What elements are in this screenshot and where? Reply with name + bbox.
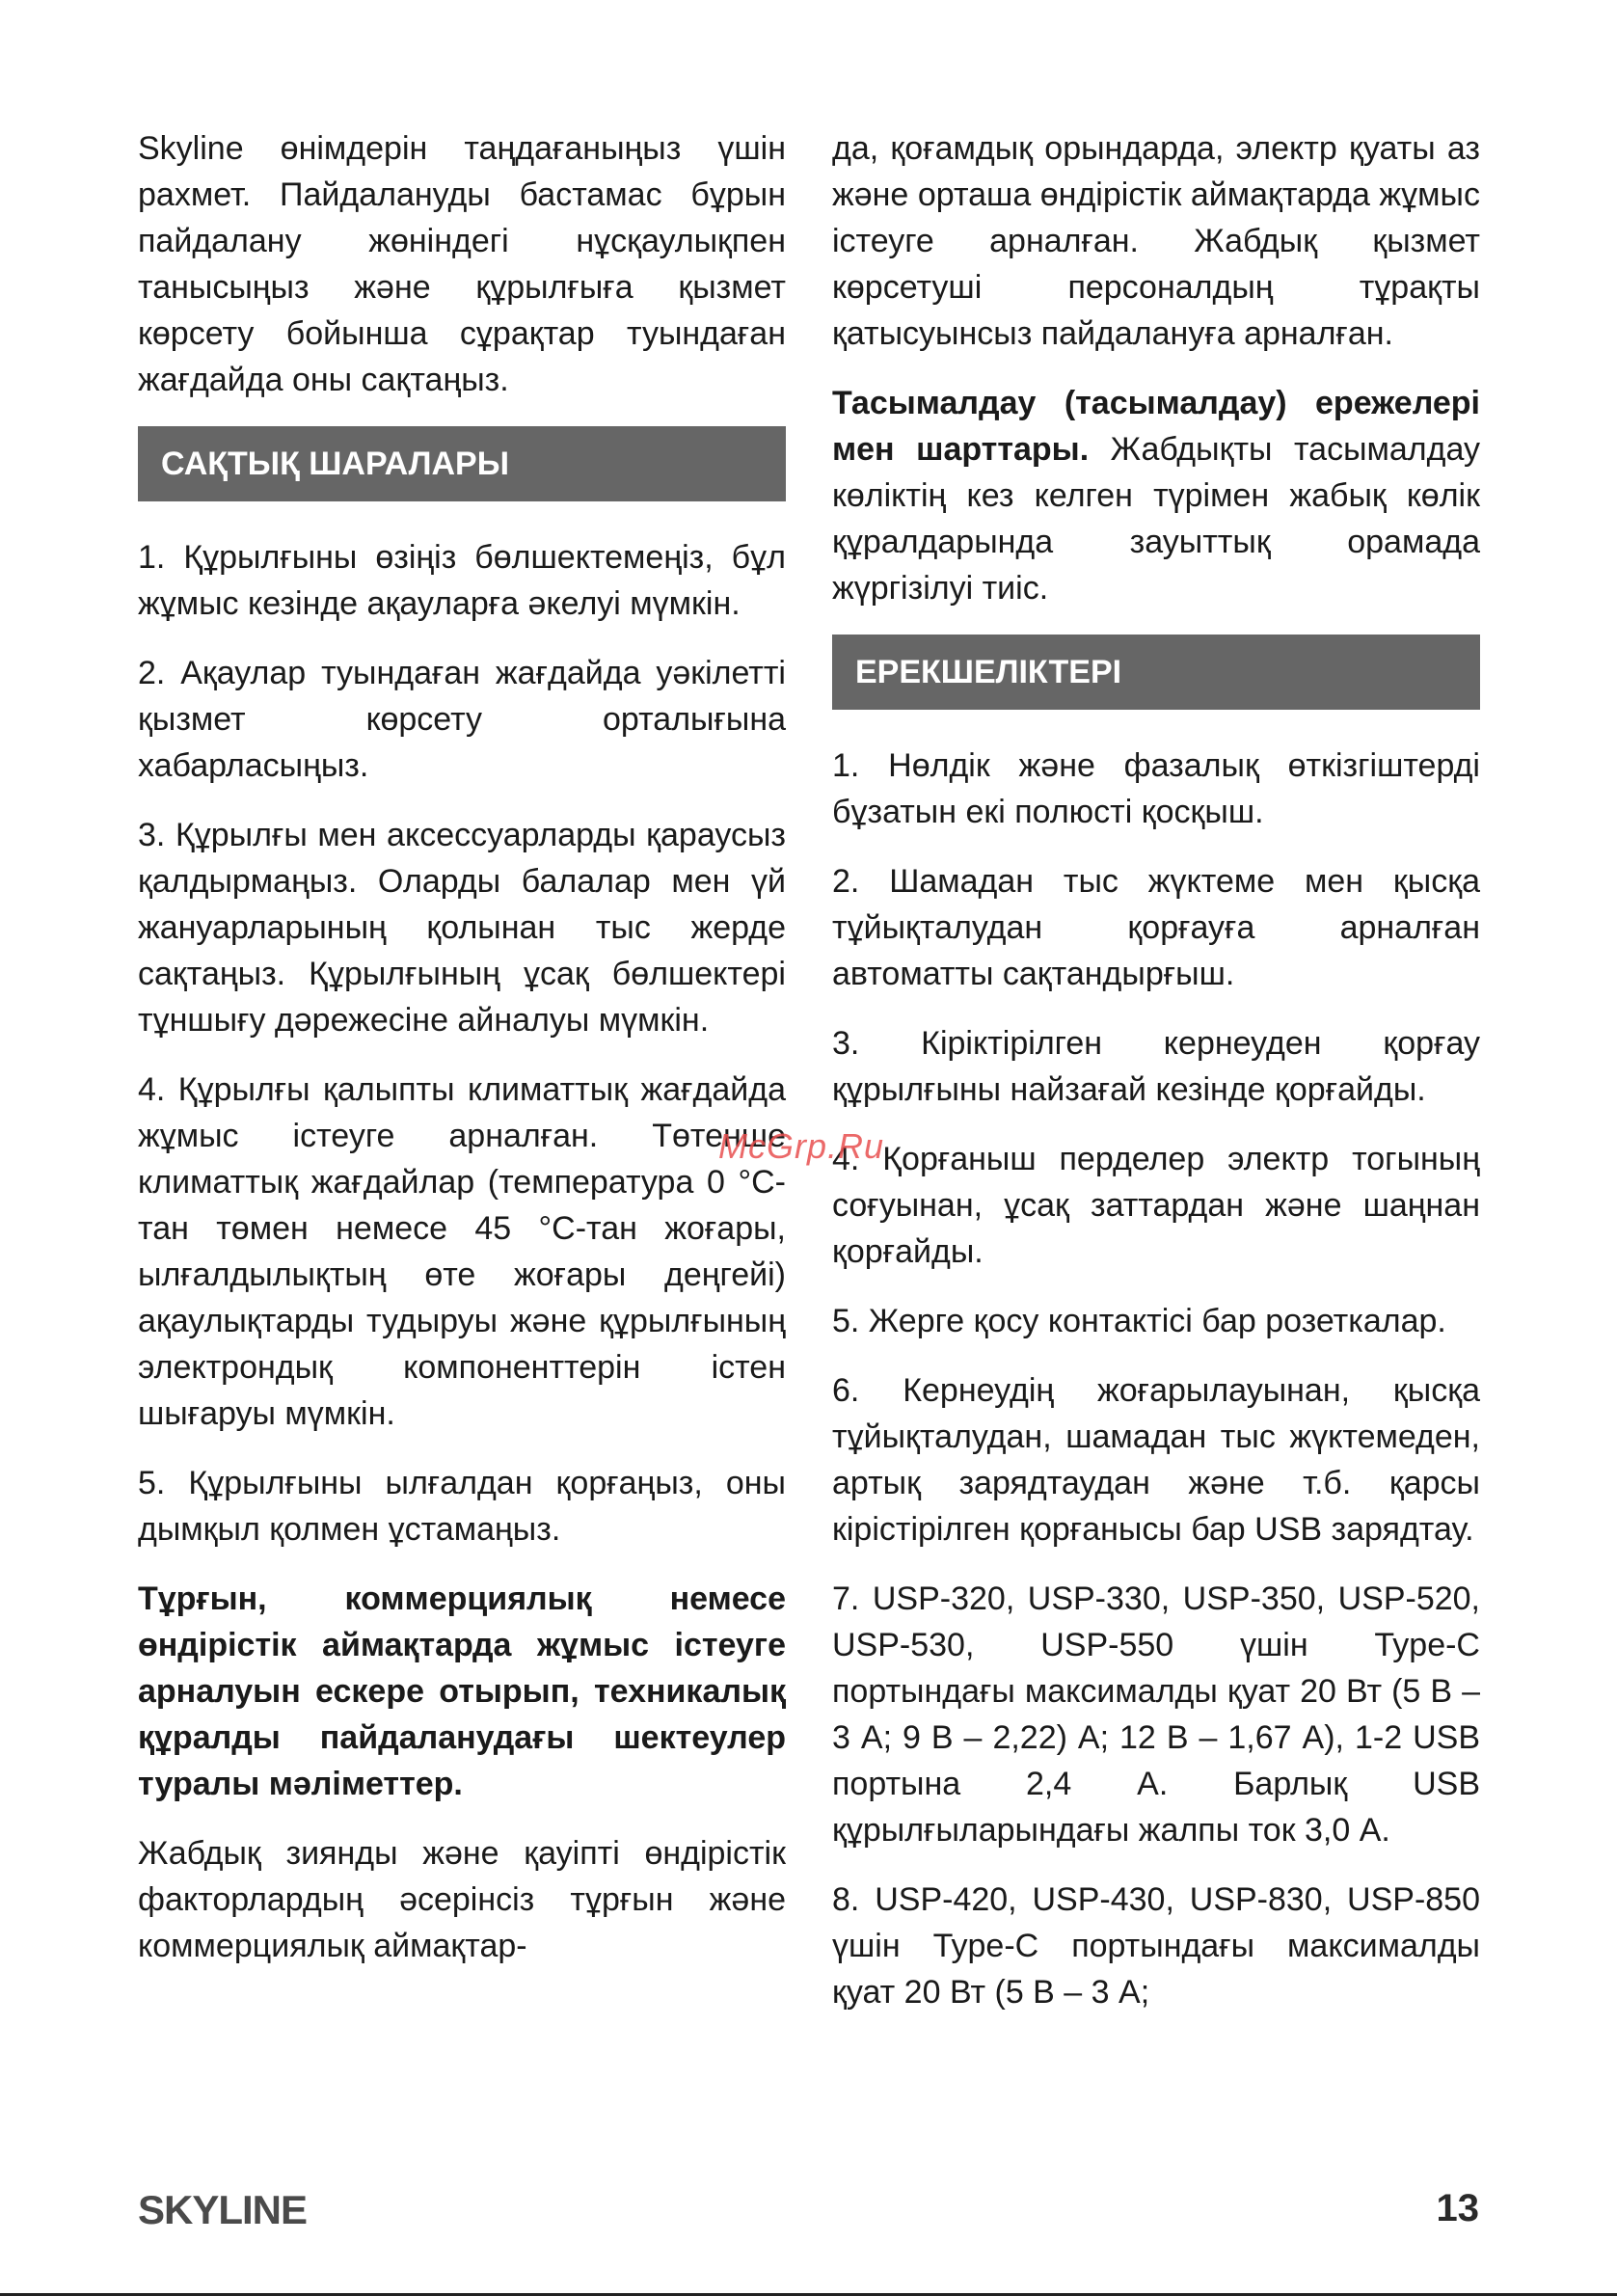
left-column (138, 125, 786, 1992)
transport-text: Жабдықты тасымалдау көліктің кез келген түрімен жабық көлік құралдарында зауыттық орамада жүргізілуі тиіс. (832, 431, 1481, 607)
safety-item-5: 5. Құрылғыны ылғалдан қорғаңыз, оны дымқыл қолмен ұстамаңыз. (138, 1465, 786, 1548)
feature-item-7: 7. USP-320, USP-330, USP-350, USP-520, USP-530, USP-550 үшін Type-C портындағы максималды қуат 20 Вт (5 В – 3 А; 9 В – 2,22) А; 12 В – 1,67 А), 1-2 USB портына 2,4 А. Барлық USB құрылғыларындағы жалпы ток 3,0 А. (832, 1580, 1480, 1849)
feature-item-2: 2. Шамадан тыс жүктеме мен қысқа тұйықталудан қорғауға арналған автоматты сақтандырғыш. (832, 863, 1480, 992)
safety-item-4: 4. Құрылғы қалыпты климаттық жағдайда жұмыс істеуге арналған. Төтенше климаттық жағдайлар (температура 0 °C-тан төмен немесе 45 °C-тан жоғары, ылғалдылықтың өте жоғары деңгейі) ақаулықтарды тудыруы және құрылғының электрондық компоненттерін істен шығаруы мүмкін. (138, 1071, 786, 1432)
feature-item-6: 6. Кернеудің жоғарылауынан, қысқа тұйықталудан, шамадан тыс жүктемеден, артық зарядтаудан және т.б. қарсы кірістірілген қорғанысы бар USB зарядтау. (832, 1372, 1480, 1548)
restrictions-text-start: Жабдық зиянды және қауіпті өндірістік факторлардың әсерінсіз тұрғын және коммерциялық аймақтар- (138, 1835, 786, 1964)
right-column (832, 125, 1480, 2039)
feature-item-8: 8. USP-420, USP-430, USP-830, USP-850 үшін Type-C портындағы максималды қуат 20 Вт (5 В – 3 А; (832, 1881, 1480, 2011)
restrictions-text-end: да, қоғамдық орындарда, электр қуаты аз және орташа өндірістік аймақтарда жұмыс істеуге арналған. Жабдық қызмет көрсетуші персоналдың тұрақты қатысуынсыз пайдалануға арналған. (832, 130, 1480, 352)
feature-item-5: 5. Жерге қосу контактісі бар розеткалар. (832, 1303, 1446, 1339)
brand-logo: SKYLINE (138, 2187, 308, 2232)
transport-title: Тасымалдау (тасымалдау) ережелері мен шарттары. (832, 385, 1480, 468)
features-heading: ЕРЕКШЕЛІКТЕРІ (832, 635, 1480, 710)
watermark-text: McGrp.Ru (718, 1126, 885, 1166)
feature-item-4: 4. Қорғаныш перделер электр тогының соғуынан, ұсақ заттардан және шаңнан қорғайды. (832, 1141, 1480, 1270)
safety-heading: САҚТЫҚ ШАРАЛАРЫ (138, 426, 786, 501)
transport-paragraph (832, 380, 1480, 611)
safety-item-1: 1. Құрылғыны өзіңіз бөлшектемеңіз, бұл жұмыс кезінде ақауларға әкелуі мүмкін. (138, 539, 786, 622)
safety-item-2: 2. Ақаулар туындаған жағдайда уәкілетті қызмет көрсету орталығына хабарласыңыз. (138, 655, 786, 784)
intro-paragraph: Skyline өнімдерін таңдағаныңыз үшін рахмет. Пайдалануды бастамас бұрын пайдалану жөніндегі нұсқаулықпен танысыңыз және құрылғыға қызмет көрсету бойынша сұрақтар туындаған жағдайда оны сақтаңыз. (138, 130, 786, 398)
restrictions-heading: Тұрғын, коммерциялық немесе өндірістік аймақтарда жұмыс істеуге арналуын ескере отырып, техникалық құралды пайдаланудағы шектеулер туралы мәліметтер. (138, 1580, 786, 1802)
feature-item-3: 3. Кірiктiрiлген кернеуден қорғау құрылғыны найзағай кезінде қорғайды. (832, 1025, 1480, 1108)
safety-item-3: 3. Құрылғы мен аксессуарларды қараусыз қалдырмаңыз. Оларды балалар мен үй жануарларының қолынан тыс жерде сақтаңыз. Құрылғының ұсақ бөлшектері тұншығу дәрежесіне айналуы мүмкін. (138, 817, 786, 1039)
page-number: 13 (1436, 2187, 1479, 2229)
feature-item-1: 1. Нөлдік және фазалық өткізгіштерді бұзатын екі полюсті қосқыш. (832, 747, 1480, 830)
